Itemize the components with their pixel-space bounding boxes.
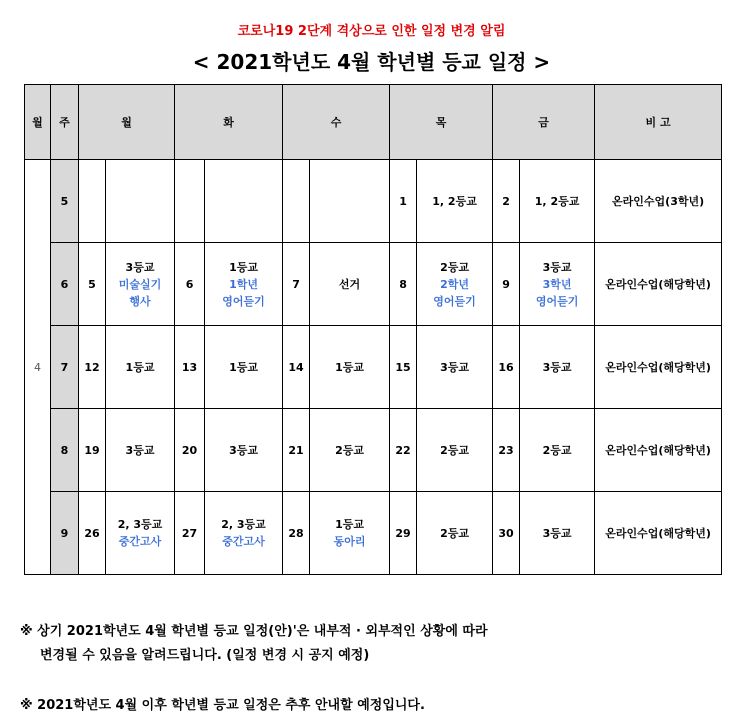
header-week: 주 [51, 85, 79, 160]
tue-schedule-cell [205, 160, 283, 243]
tue-schedule-cell [205, 243, 283, 326]
schedule-line: 영어듣기 [222, 294, 265, 308]
wed-date-cell: 14 [283, 326, 310, 409]
note-cell: 온라인수업(해당학년) [595, 492, 722, 575]
schedule-line: 1등교 [335, 360, 364, 374]
schedule-line: 2, 3등교 [221, 518, 266, 531]
fri-date-cell: 9 [493, 243, 520, 326]
schedule-line: 2학년 [440, 277, 469, 291]
fri-date-cell: 23 [493, 409, 520, 492]
fri-schedule-cell [520, 243, 595, 326]
schedule-line: 3등교 [542, 260, 572, 274]
header-tue: 화 [175, 85, 283, 160]
mon-schedule-cell [106, 243, 175, 326]
remark-1: ※ 상기 2021학년도 4월 학년별 등교 일정(안)'은 내부적 · 외부적인 상황에 따라 [20, 624, 488, 639]
tue-date-cell [175, 160, 205, 243]
fri-schedule-cell [520, 326, 595, 409]
wed-date-cell: 21 [283, 409, 310, 492]
header-note: 비 고 [595, 85, 722, 160]
schedule-line: 3등교 [542, 360, 572, 374]
schedule-table [24, 84, 722, 575]
wed-date-cell: 28 [283, 492, 310, 575]
schedule-line: 1등교 [229, 360, 258, 374]
remark-2: 변경될 수 있음을 알려드립니다. (일정 변경 시 공지 예정) [40, 648, 370, 663]
table-row [25, 409, 722, 492]
wed-schedule-cell [310, 492, 390, 575]
wed-schedule-cell [310, 409, 390, 492]
week-cell: 9 [51, 492, 79, 575]
tue-date-cell: 20 [175, 409, 205, 492]
remark-3: ※ 2021학년도 4월 이후 학년별 등교 일정은 추후 안내할 예정입니다. [20, 698, 425, 713]
schedule-line: 행사 [129, 294, 151, 308]
thu-date-cell: 22 [390, 409, 417, 492]
tue-schedule-cell [205, 326, 283, 409]
schedule-line: 3등교 [229, 443, 258, 457]
note-cell: 온라인수업(해당학년) [595, 243, 722, 326]
thu-date-cell: 15 [390, 326, 417, 409]
schedule-line: 3등교 [125, 260, 155, 274]
schedule-line: 중간고사 [118, 535, 162, 548]
fri-schedule-cell [520, 492, 595, 575]
table-row [25, 243, 722, 326]
mon-date-cell: 19 [79, 409, 106, 492]
schedule-line: 동아리 [333, 535, 366, 548]
tue-date-cell: 6 [175, 243, 205, 326]
header-thu: 목 [390, 85, 493, 160]
thu-schedule-cell [417, 492, 493, 575]
table-row [25, 326, 722, 409]
thu-schedule-cell [417, 243, 493, 326]
wed-schedule-cell [310, 160, 390, 243]
wed-schedule-cell [310, 243, 390, 326]
schedule-line: 선거 [338, 277, 361, 291]
wed-schedule-cell [310, 326, 390, 409]
tue-schedule-cell [205, 492, 283, 575]
wed-date-cell: 7 [283, 243, 310, 326]
tue-date-cell: 27 [175, 492, 205, 575]
mon-schedule-cell [106, 492, 175, 575]
header-row [25, 85, 722, 160]
schedule-line: 2, 3등교 [117, 518, 163, 531]
mon-date-cell: 26 [79, 492, 106, 575]
note-cell: 온라인수업(3학년) [595, 160, 722, 243]
change-notice: 코로나19 2단계 격상으로 인한 일정 변경 알림 [237, 24, 506, 39]
schedule-line: 1, 2등교 [534, 194, 580, 208]
schedule-line: 3학년 [542, 277, 572, 291]
schedule-line: 영어듣기 [433, 294, 476, 308]
table-row [25, 160, 722, 243]
week-cell: 7 [51, 326, 79, 409]
schedule-line: 미술실기 [118, 277, 162, 291]
fri-date-cell: 2 [493, 160, 520, 243]
schedule-line: 2등교 [542, 443, 572, 457]
thu-date-cell: 1 [390, 160, 417, 243]
week-cell: 5 [51, 160, 79, 243]
week-cell: 8 [51, 409, 79, 492]
schedule-line: 2등교 [440, 260, 469, 274]
schedule-line: 1등교 [335, 518, 364, 531]
fri-schedule-cell [520, 409, 595, 492]
tue-date-cell: 13 [175, 326, 205, 409]
schedule-line: 3등교 [125, 443, 155, 457]
wed-date-cell [283, 160, 310, 243]
thu-schedule-cell [417, 409, 493, 492]
note-cell: 온라인수업(해당학년) [595, 326, 722, 409]
schedule-line: 3등교 [542, 526, 572, 540]
mon-date-cell [79, 160, 106, 243]
mon-schedule-cell [106, 326, 175, 409]
thu-date-cell: 29 [390, 492, 417, 575]
schedule-line: 영어듣기 [535, 294, 579, 308]
schedule-line: 1학년 [229, 277, 258, 291]
schedule-line: 1등교 [125, 360, 155, 374]
week-cell: 6 [51, 243, 79, 326]
schedule-line: 1등교 [229, 260, 258, 274]
fri-date-cell: 30 [493, 492, 520, 575]
note-cell: 온라인수업(해당학년) [595, 409, 722, 492]
fri-schedule-cell [520, 160, 595, 243]
header-mon: 월 [79, 85, 175, 160]
schedule-line: 2등교 [440, 443, 469, 457]
page-title: < 2021학년도 4월 학년별 등교 일정 > [192, 50, 551, 74]
mon-schedule-cell [106, 160, 175, 243]
schedule-line: 중간고사 [222, 535, 265, 548]
thu-date-cell: 8 [390, 243, 417, 326]
mon-schedule-cell [106, 409, 175, 492]
fri-date-cell: 16 [493, 326, 520, 409]
schedule-line: 3등교 [440, 360, 469, 374]
table-row [25, 492, 722, 575]
mon-date-cell: 5 [79, 243, 106, 326]
schedule-line: 2등교 [440, 526, 469, 540]
schedule-line: 1, 2등교 [432, 194, 477, 208]
mon-date-cell: 12 [79, 326, 106, 409]
header-wed: 수 [283, 85, 390, 160]
thu-schedule-cell [417, 326, 493, 409]
schedule-line: 2등교 [335, 443, 364, 457]
tue-schedule-cell [205, 409, 283, 492]
header-fri: 금 [493, 85, 595, 160]
month-cell: 4 [25, 160, 51, 575]
header-month: 월 [25, 85, 51, 160]
thu-schedule-cell [417, 160, 493, 243]
